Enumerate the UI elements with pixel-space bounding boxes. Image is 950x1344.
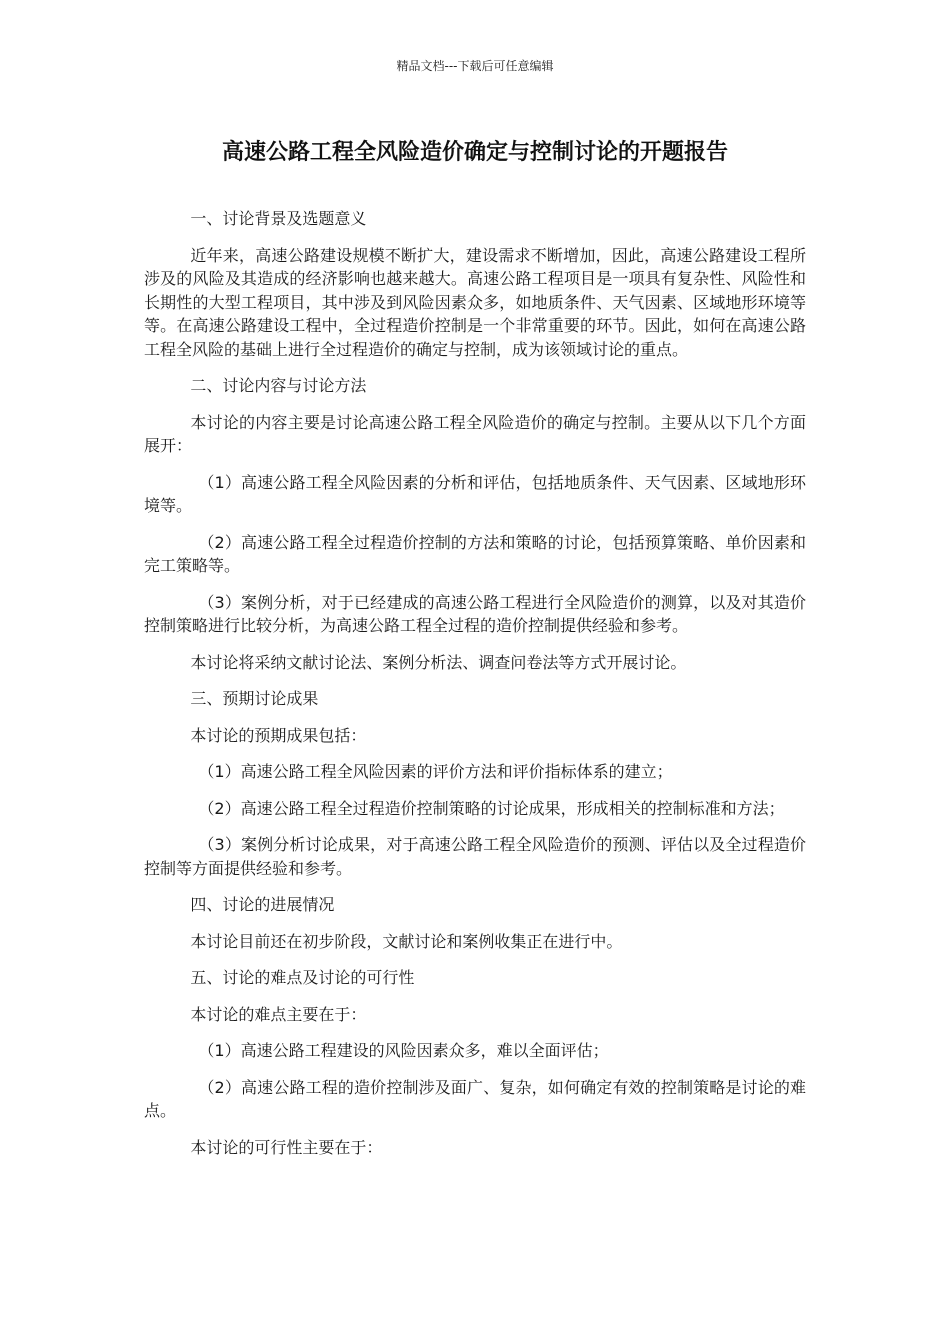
list-item: （1）高速公路工程建设的风险因素众多，难以全面评估； — [198, 1041, 609, 1060]
list-item: （3）案例分析讨论成果，对于高速公路工程全风险造价的预测、评估以及全过程造价控制等方面提供经验和参考。 — [144, 835, 806, 878]
list-item: （3）案例分析，对于已经建成的高速公路工程进行全风险造价的测算，以及对其造价控制策略进行比较分析，为高速公路工程全过程的造价控制提供经验和参考。 — [144, 592, 806, 635]
list-item: （2）高速公路工程全过程造价控制策略的讨论成果，形成相关的控制标准和方法； — [198, 798, 785, 818]
section-heading: 五、讨论的难点及讨论的可行性 — [190, 968, 415, 987]
document-title: 高速公路工程全风险造价确定与控制讨论的开题报告 — [221, 140, 728, 165]
document-body — [144, 207, 806, 1172]
list-item: （2）高速公路工程全过程造价控制的方法和策略的讨论，包括预算策略、单价因素和完工策略等。 — [144, 532, 806, 575]
list-item: （2）高速公路工程的造价控制涉及面广、复杂，如何确定有效的控制策略是讨论的难点。 — [144, 1077, 806, 1120]
body-paragraph: 本讨论将采纳文献讨论法、案例分析法、调查问卷法等方式开展讨论。 — [190, 652, 687, 672]
section-heading: 二、讨论内容与讨论方法 — [190, 376, 367, 395]
body-paragraph: 本讨论的难点主要在于： — [190, 1004, 367, 1024]
section-heading: 一、讨论背景及选题意义 — [190, 209, 367, 228]
body-paragraph: 近年来，高速公路建设规模不断扩大，建设需求不断增加，因此，高速公路建设工程所涉及的风险及其造成的经济影响也越来越大。高速公路工程项目是一项具有复杂性、风险性和长期性的大型工程项目，其中涉及到风险因素众多，如地质条件、天气因素、区域地形环境等等。在高速公路建设工程中，全过程造价控制是一个非常重要的环节。因此，如何在高速公路工程全风险的基础上进行全过程造价的确定与控制，成为该领域讨论的重点。 — [144, 245, 806, 359]
list-item: （1）高速公路工程全风险因素的分析和评估，包括地质条件、天气因素、区域地形环境等。 — [144, 472, 806, 515]
body-paragraph: 本讨论的预期成果包括： — [190, 725, 367, 745]
body-paragraph: 本讨论的内容主要是讨论高速公路工程全风险造价的确定与控制。主要从以下几个方面展开： — [144, 412, 806, 455]
body-paragraph: 本讨论目前还在初步阶段，文献讨论和案例收集正在进行中。 — [190, 931, 623, 951]
header-note: 精品文档---下载后可任意编辑 — [396, 59, 554, 73]
list-item: （1）高速公路工程全风险因素的评价方法和评价指标体系的建立； — [198, 762, 673, 781]
section-heading: 四、讨论的进展情况 — [190, 895, 335, 914]
section-heading: 三、预期讨论成果 — [190, 689, 319, 708]
body-paragraph: 本讨论的可行性主要在于： — [190, 1137, 383, 1157]
